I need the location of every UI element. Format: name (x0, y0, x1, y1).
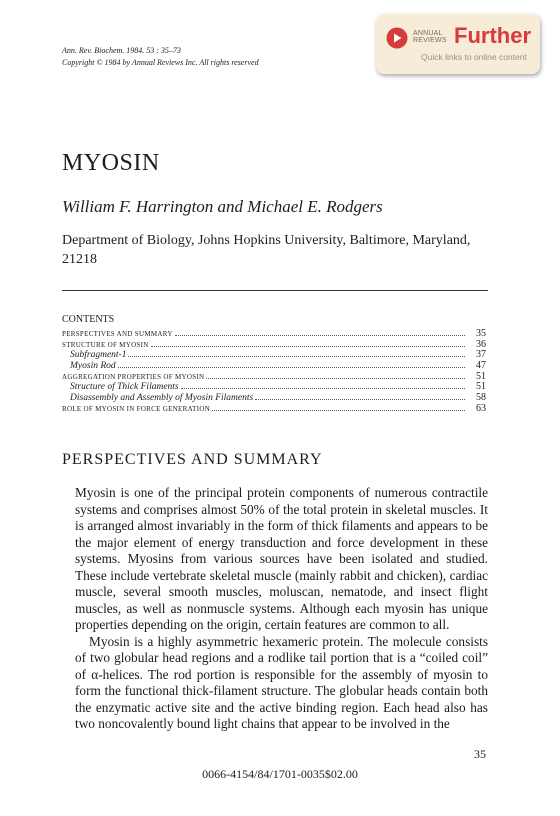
badge-further-word: Further (454, 23, 531, 48)
page-number: 35 (474, 747, 486, 761)
annual-reviews-logo-icon (386, 27, 408, 49)
toc-entry[interactable] (62, 381, 486, 392)
toc-entry-label: Disassembly and Assembly of Myosin Filaments (70, 393, 254, 404)
toc-leader-dots (255, 398, 465, 400)
toc-entry[interactable] (62, 349, 486, 360)
toc-entry[interactable] (62, 328, 486, 339)
toc-entry[interactable] (62, 339, 486, 350)
paragraph-2: Myosin is a highly asymmetric hexameric protein. The molecule consists of two globular head regions and a rodlike tail portion that is a “coiled coil” of α-helices. The rod portion is responsible for the assembly of myosin to form the functional thick-filament structure. The globular heads contain both the enzymatic active site and the active binding region. Each head also has two noncovalently bound light chains that appear to be involved in the (75, 633, 488, 731)
article-title: MYOSIN (62, 150, 160, 176)
toc-leader-dots (181, 387, 465, 389)
toc-entry-label: PERSPECTIVES AND SUMMARY (62, 330, 173, 338)
toc-entry-page: 36 (476, 338, 486, 350)
badge-brand (413, 30, 447, 44)
toc-entry-page: 51 (476, 370, 486, 382)
toc-entry-label: ROLE OF MYOSIN IN FORCE GENERATION (62, 404, 211, 413)
toc-leader-dots (206, 377, 465, 379)
toc-entry-page: 51 (476, 381, 486, 393)
toc-entry[interactable] (62, 403, 486, 414)
toc-entry-page: 63 (476, 402, 486, 414)
toc-entry-page: 47 (476, 360, 486, 372)
citation-line-2: Copyright © 1984 by Annual Reviews Inc. All rights reserved (62, 58, 259, 67)
toc-leader-dots (212, 409, 465, 411)
divider (62, 290, 488, 291)
badge-brand-line-2: REVIEWS (413, 37, 447, 44)
toc-entry-page: 35 (476, 328, 486, 339)
footer-code: 0066-4154/84/1701-0035$02.00 (202, 767, 358, 781)
further-badge[interactable] (376, 14, 540, 74)
article-authors: William F. Harrington and Michael E. Rodgers (62, 197, 383, 216)
toc-entry-page: 58 (476, 392, 486, 404)
toc-entry-page: 37 (476, 349, 486, 361)
toc-entry-label: Structure of Thick Filaments (70, 382, 179, 393)
article-affiliation: Department of Biology, Johns Hopkins University, Baltimore, Maryland, 21218 (62, 233, 471, 267)
toc-leader-dots (151, 345, 465, 347)
citation-line-1: Ann. Rev. Biochem. 1984. 53 : 35–73 (62, 46, 181, 55)
table-of-contents (62, 328, 486, 414)
toc-leader-dots (175, 334, 465, 336)
toc-entry[interactable] (62, 392, 486, 403)
body-text (75, 485, 488, 733)
toc-leader-dots (128, 355, 465, 357)
toc-entry-label: Myosin Rod (70, 361, 116, 372)
section-heading: PERSPECTIVES AND SUMMARY (62, 451, 323, 468)
toc-entry[interactable] (62, 371, 486, 382)
toc-entry-label: Subfragment-1 (70, 350, 127, 361)
citation-header (62, 45, 259, 69)
toc-entry-label: AGGREGATION PROPERTIES OF MYOSIN (62, 372, 205, 381)
badge-subtitle: Quick links to online content (421, 52, 527, 62)
contents-heading: CONTENTS (62, 314, 115, 325)
toc-entry-label: STRUCTURE OF MYOSIN (62, 340, 149, 349)
badge-brand-line-1: ANNUAL (413, 30, 443, 37)
toc-entry[interactable] (62, 360, 486, 371)
paragraph-1: Myosin is one of the principal protein components of numerous contractile systems and comprises almost 50% of the total protein in skeletal muscles. It is arranged almost invariably in the form of thick filaments and appears to be the major element of energy transduction and force development in these systems. Myosins from various sources have been isolated and studied. These include vertebrate skeletal muscle (mainly rabbit and chicken), cardiac muscle, several smooth muscles, moluscan, nematode, and insect flight muscles, as well as nonmuscle systems. Although each myosin has unique properties depending on the origin, certain features are common to all. (75, 485, 488, 632)
toc-leader-dots (118, 366, 465, 368)
